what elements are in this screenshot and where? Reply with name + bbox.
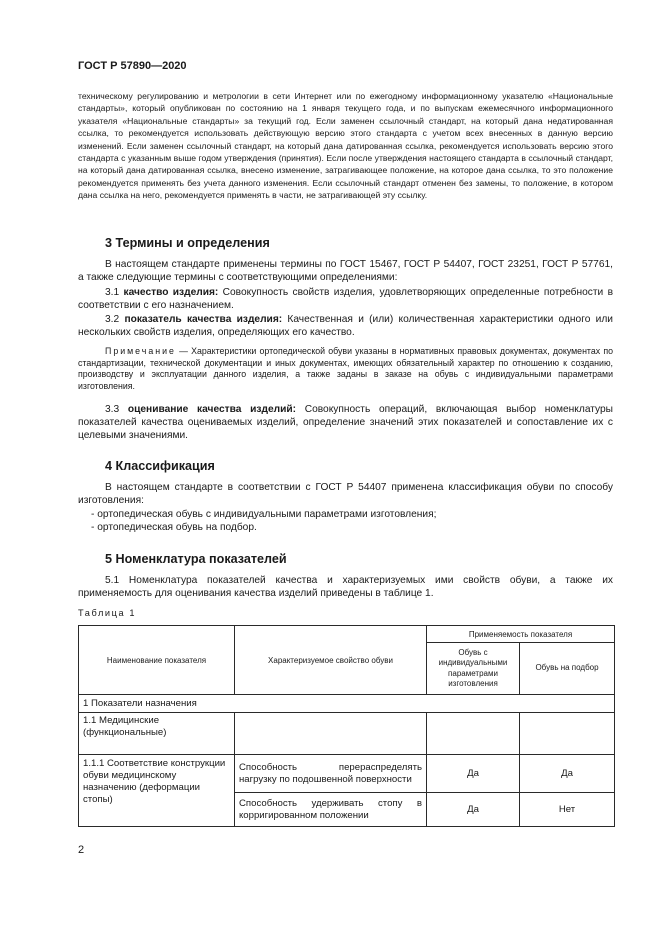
section-5-intro: 5.1 Номенклатура показателей качества и характеризуемых ими свойств обуви, а также их применяемость для оценивания качества изделий приведены в таблице 1. bbox=[78, 575, 613, 600]
list-item: - ортопедическая обувь на подбор. bbox=[91, 522, 257, 533]
table-row bbox=[79, 755, 615, 793]
header-property: Характеризуемое свойство обуви bbox=[235, 626, 427, 695]
subgroup-cell: 1.1 Медицинские (функциональные) bbox=[79, 713, 235, 755]
individual-cell: Да bbox=[427, 793, 520, 827]
document-header: ГОСТ Р 57890—2020 bbox=[78, 60, 187, 72]
property-cell: Способность удерживать стопу в корригированном положении bbox=[235, 793, 427, 827]
term-3-3 bbox=[78, 403, 613, 443]
term-3-3-definition: Совокупность операций, включающая выбор номенклатуры показателей качества оцениваемых изделий, определение значений этих показателей и сопоставление их с целевыми значениями. bbox=[78, 404, 614, 442]
list-item: - ортопедическая обувь с индивидуальными параметрами изготовления; bbox=[91, 509, 437, 520]
section-5-heading: 5 Номенклатура показателей bbox=[105, 552, 287, 566]
term-3-1-num: 3.1 bbox=[105, 287, 120, 298]
term-3-1-term: качество изделия: bbox=[123, 287, 219, 298]
term-3-2-num: 3.2 bbox=[105, 314, 120, 325]
group-row-cell: 1 Показатели назначения bbox=[79, 695, 615, 713]
header-selection: Обувь на подбор bbox=[520, 643, 615, 695]
item-cell: 1.1.1 Соответствие конструкции обуви медицинскому назначению (деформации стопы) bbox=[79, 755, 235, 827]
empty-cell bbox=[235, 713, 427, 755]
term-3-3-num: 3.3 bbox=[105, 404, 120, 415]
header-indicator-name: Наименование показателя bbox=[79, 626, 235, 695]
table-row bbox=[79, 695, 615, 713]
table-caption: Таблица 1 bbox=[78, 608, 137, 618]
page-number: 2 bbox=[78, 844, 85, 856]
selection-cell: Да bbox=[520, 755, 615, 793]
section-3-heading: 3 Термины и определения bbox=[105, 236, 270, 250]
selection-cell: Нет bbox=[520, 793, 615, 827]
property-cell: Способность перераспределять нагрузку по подошвенной поверхности bbox=[235, 755, 427, 793]
individual-cell: Да bbox=[427, 755, 520, 793]
term-3-1-definition: Совокупность свойств изделия, удовлетворяющих определенные потребности в соответствии с его назначением. bbox=[78, 287, 613, 312]
table-row bbox=[79, 713, 615, 755]
section-3-intro: В настоящем стандарте применены термины по ГОСТ 15467, ГОСТ Р 54407, ГОСТ 23251, ГОСТ Р 57761, а также следующие термины с соответствующими определениями: bbox=[78, 259, 613, 284]
empty-cell bbox=[427, 713, 520, 755]
empty-cell bbox=[520, 713, 615, 755]
header-individual: Обувь с индивидуальными параметрами изготовления bbox=[427, 643, 520, 695]
term-3-1 bbox=[78, 286, 613, 312]
term-3-2 bbox=[78, 313, 613, 339]
term-3-2-definition: Качественная и (или) количественная характеристики одного или нескольких свойств изделия, определяющих его качество. bbox=[78, 314, 613, 339]
term-3-2-note bbox=[78, 346, 613, 392]
term-3-3-term: оценивание качества изделий: bbox=[127, 404, 296, 415]
indicators-table bbox=[78, 625, 615, 827]
section-4-intro: В настоящем стандарте в соответствии с ГОСТ Р 54407 применена классификация обуви по способу изготовления: bbox=[78, 482, 613, 507]
term-3-2-term: показатель качества изделия: bbox=[124, 314, 283, 325]
note-text: — Характеристики ортопедической обуви указаны в нормативных правовых документах, документах по стандартизации, технической документации и иных документах, имеющих обязательный характер по отношению к созданию, производству и эксплуатации данного изделия, а также заданы в заказе на обувь с индивидуальными параметрами изготовления. bbox=[78, 346, 613, 391]
section-4-heading: 4 Классификация bbox=[105, 459, 215, 473]
intro-paragraph: техническому регулированию и метрологии в сети Интернет или по ежегодному информационному указателю «Национальные стандарты», который опубликован по состоянию на 1 января текущего года, и по выпускам ежемесячного информационного указателя «Национальные стандарты» за текущий год. Если заменен ссылочный стандарт, на который дана недатированная ссылка, то рекомендуется использовать действующую версию этого стандарта с учетом всех внесенных в данную версию изменений. Если заменен ссылочный стандарт, на который дана датированная ссылка, рекомендуется использовать версию этого стандарта с указанным выше годом утверждения (принятия). Если после утверждения настоящего стандарта в ссылочный стандарт, на который дана датированная ссылка, внесено изменение, затрагивающее положение, на которое дана ссылка, то это положение рекомендуется применять без учета данного изменения. Если ссылочный стандарт отменен без замены, то положение, в котором дана ссылка на него, рекомендуется применять в части, не затрагивающей эту ссылку. bbox=[78, 91, 613, 201]
note-label: Примечание bbox=[105, 346, 176, 356]
table-header-row bbox=[79, 626, 615, 643]
header-applicability: Применяемость показателя bbox=[427, 626, 615, 643]
